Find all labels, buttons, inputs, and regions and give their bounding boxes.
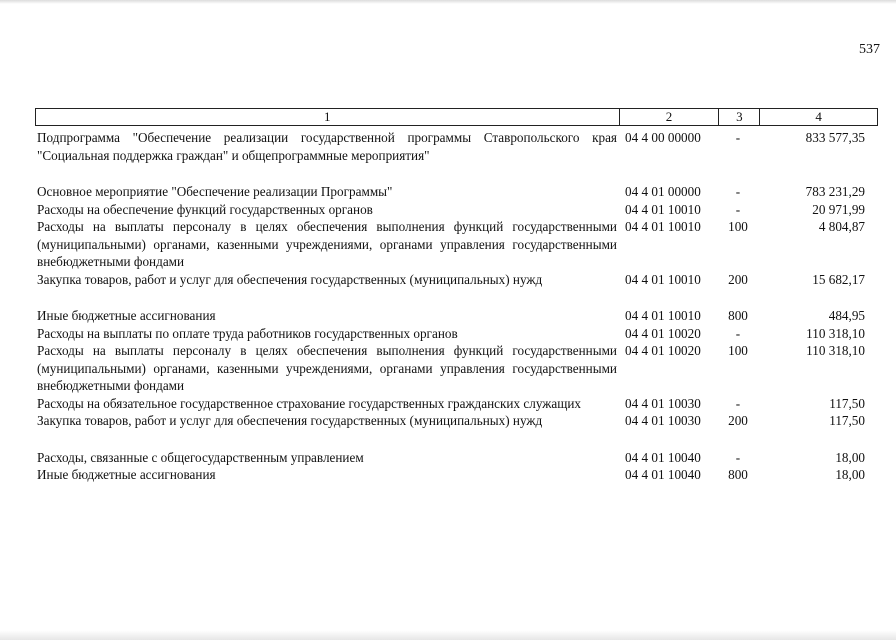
row-type: 800: [728, 467, 748, 482]
row-type: 200: [728, 271, 748, 287]
row-name: Закупка товаров, работ и услуг для обеспечения государственных (муниципальных) нужд: [37, 271, 543, 287]
row-code: 04 4 01 10040: [625, 449, 701, 465]
row-spacer: [37, 288, 865, 307]
table-row: [37, 201, 865, 219]
row-sum: 110 318,10: [806, 343, 865, 358]
row-type: 800: [728, 308, 748, 323]
table-header: [35, 108, 878, 126]
row-type: -: [735, 184, 741, 199]
row-type: 200: [728, 413, 748, 428]
row-name: Расходы на обязательное государственное страхование государственных гражданских служащих: [37, 395, 582, 411]
row-code: 04 4 01 10010: [625, 271, 701, 287]
row-code: 04 4 00 00000: [625, 130, 701, 145]
row-name: Расходы на выплаты персоналу в целях обеспечения выполнения функций государственными (муниципальными) органами, казенными учреждениями, органами управления государственными внебюджетными фондами: [37, 343, 617, 393]
row-sum: 110 318,10: [806, 325, 865, 341]
table-row: [37, 466, 865, 484]
row-name: Расходы на выплаты по оплате труда работников государственных органов: [37, 325, 458, 341]
row-name: Расходы, связанные с общегосударственным управлением: [37, 449, 364, 465]
table-row: [37, 342, 865, 395]
row-code: 04 4 01 10030: [625, 413, 701, 428]
row-code: 04 4 01 00000: [625, 184, 701, 199]
row-sum: 18,00: [835, 449, 865, 465]
scan-edge-top: [0, 0, 896, 4]
row-spacer: [37, 430, 865, 449]
row-sum: 484,95: [828, 308, 865, 323]
scan-edge-bottom: [0, 630, 896, 640]
row-code: 04 4 01 10020: [625, 343, 701, 358]
row-code: 04 4 01 10040: [625, 467, 701, 482]
table-row: [37, 307, 865, 325]
row-sum: 117,50: [829, 395, 865, 411]
row-sum: 20 971,99: [812, 201, 865, 217]
header-col-1: 1: [36, 109, 620, 125]
table-row: [37, 412, 865, 430]
row-type: -: [735, 201, 741, 217]
row-name: Расходы на обеспечение функций государственных органов: [37, 201, 373, 217]
row-spacer: [37, 164, 865, 183]
row-sum: 18,00: [835, 467, 865, 482]
row-name: Расходы на выплаты персоналу в целях обеспечения выполнения функций государственными (муниципальными) органами, казенными учреждениями, органами управления государственными внебюджетными фондами: [37, 219, 617, 269]
row-sum: 117,50: [829, 413, 865, 428]
row-type: 100: [728, 219, 748, 234]
table-row: [37, 271, 865, 289]
row-sum: 833 577,35: [805, 130, 865, 145]
header-col-2: 2: [620, 109, 720, 125]
row-code: 04 4 01 10020: [625, 325, 701, 341]
row-name: Закупка товаров, работ и услуг для обеспечения государственных (муниципальных) нужд: [37, 413, 543, 428]
row-type: -: [735, 395, 741, 411]
row-type: 100: [728, 343, 748, 358]
row-name: Основное мероприятие "Обеспечение реализации Программы": [37, 184, 393, 199]
row-code: 04 4 01 10010: [625, 308, 701, 323]
row-name: Иные бюджетные ассигнования: [37, 308, 216, 323]
row-name: Иные бюджетные ассигнования: [37, 467, 216, 482]
table-row: [37, 129, 865, 164]
row-code: 04 4 01 10010: [625, 201, 701, 217]
header-col-4: 4: [815, 109, 822, 124]
table-row: [37, 218, 865, 271]
header-col-3: 3: [719, 109, 760, 125]
table-row: [37, 395, 865, 413]
table-row: [37, 325, 865, 343]
row-code: 04 4 01 10010: [625, 219, 701, 234]
table-row: [37, 449, 865, 467]
row-sum: 783 231,29: [805, 184, 865, 199]
row-type: -: [735, 449, 741, 465]
page-number: 537: [859, 42, 880, 57]
table-row: [37, 183, 865, 201]
row-code: 04 4 01 10030: [625, 395, 701, 411]
row-name: Подпрограмма "Обеспечение реализации государственной программы Ставропольского края "Социальная поддержка граждан" и общепрограммные мероприятия": [37, 130, 617, 163]
table-body: [37, 129, 865, 484]
row-sum: 4 804,87: [818, 219, 865, 234]
row-type: -: [735, 130, 741, 145]
row-type: -: [735, 325, 741, 341]
row-sum: 15 682,17: [812, 271, 865, 287]
